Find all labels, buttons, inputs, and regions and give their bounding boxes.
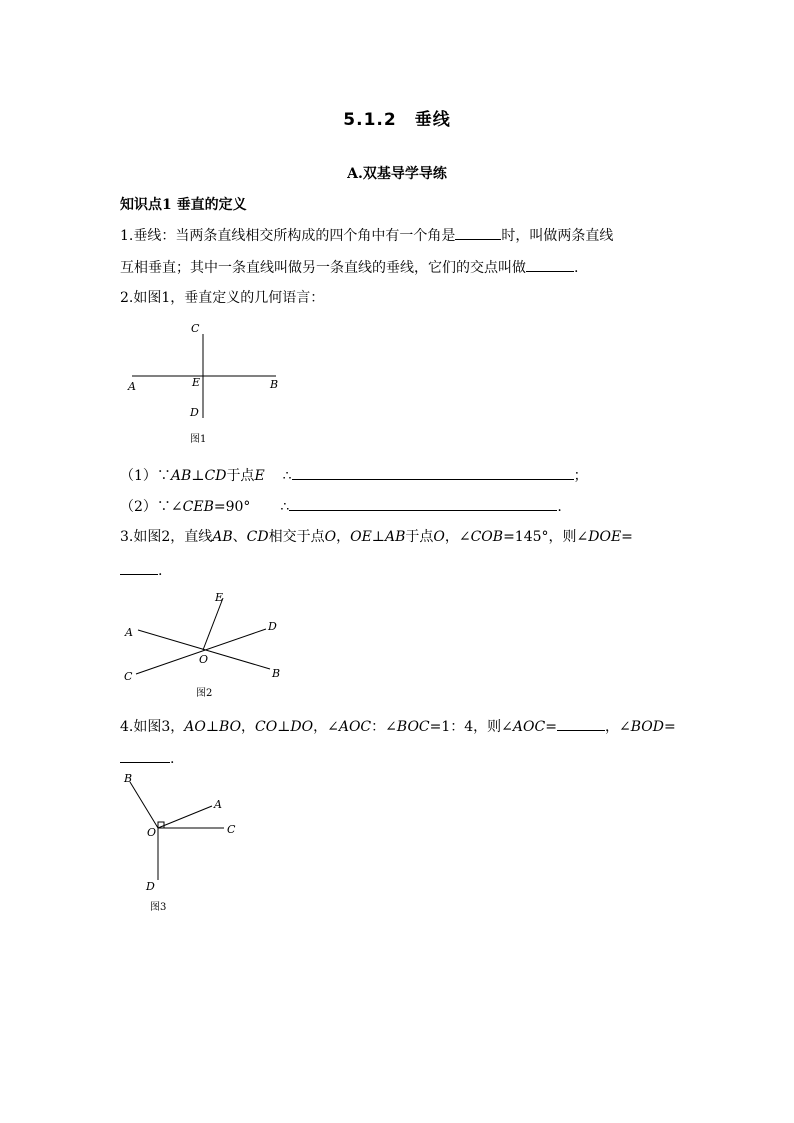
q1-blank-2[interactable] — [526, 256, 574, 272]
q2-item2-end: . — [557, 499, 562, 515]
label-d: D — [146, 880, 155, 893]
q3-line1 — [120, 527, 633, 547]
figure-3-caption: 图3 — [150, 902, 167, 913]
q2-item1-end: ； — [573, 468, 588, 484]
q4-math-2: CO⊥DO — [255, 719, 314, 735]
q3-text-6: =145°，则∠ — [503, 529, 589, 545]
q3-text-3: ， — [336, 529, 351, 545]
q2-item-1 — [120, 464, 588, 486]
q1-text-post: 时，叫做两条直线 — [501, 228, 614, 244]
label-a: A — [214, 798, 222, 811]
q4-text-3: ：∠ — [371, 719, 397, 735]
q3-text-2: 相交于点 — [268, 529, 325, 545]
q3-blank[interactable] — [120, 559, 158, 575]
label-b: B — [270, 378, 279, 391]
q2-item1-point: E — [254, 468, 265, 484]
q4-math-1: AO⊥BO — [184, 719, 242, 735]
q4-math-6: BOD — [630, 719, 664, 735]
q2-item1-prefix: （1）∵ — [120, 468, 171, 484]
q1-line2 — [120, 256, 578, 278]
q4-text-1: ， — [241, 719, 256, 735]
q1-text: 1.垂线：当两条直线相交所构成的四个角中有一个角是 — [120, 228, 456, 244]
q4-end: . — [170, 751, 175, 767]
figure-3 — [116, 770, 256, 916]
label-e: E — [215, 591, 224, 604]
label-c: C — [124, 670, 133, 683]
q3-math-6: COB — [470, 529, 504, 545]
ray-oa — [158, 806, 212, 828]
q2-item1-therefore: ∴ — [282, 468, 292, 484]
q4-math-3: AOC — [338, 719, 372, 735]
q4-text-2: ，∠ — [313, 719, 339, 735]
q3-end: . — [158, 563, 163, 579]
line-cd — [136, 629, 266, 674]
q2-item1-math: AB⊥CD — [170, 468, 227, 484]
q2-item2-prefix: （2）∵∠ — [120, 499, 183, 515]
q1-end: . — [574, 260, 579, 276]
q3-text-4: 于点 — [405, 529, 434, 545]
q2-item-2 — [120, 495, 562, 517]
q2-blank-1[interactable] — [292, 464, 574, 480]
q1-text-2: 互相垂直；其中一条直线叫做另一条直线的垂线，它们的交点叫做 — [120, 260, 526, 276]
label-o: O — [147, 826, 157, 839]
knowledge-point-heading: 知识点1 垂直的定义 — [120, 197, 247, 213]
q3-line2 — [120, 559, 162, 581]
label-c: C — [227, 823, 236, 836]
q3-math-4: OE⊥AB — [350, 529, 406, 545]
q1-blank-1[interactable] — [455, 224, 501, 240]
q3-text-7: = — [621, 529, 633, 545]
label-a: A — [125, 626, 133, 639]
q4-text-6: ，∠ — [604, 719, 631, 735]
q4-blank-2[interactable] — [120, 747, 170, 763]
q4-blank-1[interactable] — [557, 715, 605, 731]
figure-2 — [118, 586, 298, 702]
label-a: A — [128, 380, 136, 393]
q4-text-7: = — [663, 719, 676, 735]
q4-line2 — [120, 747, 174, 769]
label-b: B — [272, 667, 281, 680]
q3-math-5: O — [433, 529, 445, 545]
q3-sep: 、 — [232, 529, 247, 545]
q4-line1 — [120, 715, 676, 737]
q2-item2-math: CEB — [182, 499, 214, 515]
label-b: B — [124, 772, 133, 785]
q2-item2-value: =90° — [213, 499, 251, 515]
page-title: 5.1.2 垂线 — [343, 110, 451, 130]
q4-text-4: =1：4，则∠ — [429, 719, 513, 735]
q1-line1 — [120, 224, 613, 246]
q3-math-7: DOE — [588, 529, 622, 545]
section-subtitle: A.双基导学导练 — [347, 166, 447, 182]
q2-blank-2[interactable] — [289, 495, 557, 511]
label-e: E — [192, 376, 201, 389]
ray-ob — [130, 782, 158, 828]
figure-1-caption: 图1 — [190, 434, 207, 445]
q2-item2-therefore: ∴ — [280, 499, 290, 515]
q3-text-5: ，∠ — [444, 529, 471, 545]
q4-text-5: = — [545, 719, 557, 735]
label-d: D — [190, 406, 199, 419]
q3-math-1: AB — [212, 529, 233, 545]
ray-oe — [203, 598, 223, 650]
figure-2-caption: 图2 — [196, 688, 213, 699]
q2-item1-mid: 于点 — [226, 468, 255, 484]
q4-math-4: BOC — [396, 719, 430, 735]
q4-text-pre: 4.如图3， — [120, 719, 185, 735]
q4-math-5: AOC — [512, 719, 546, 735]
label-c: C — [191, 322, 200, 335]
q3-math-2: CD — [246, 529, 269, 545]
label-o: O — [199, 653, 209, 666]
q2-intro: 2.如图1，垂直定义的几何语言： — [120, 290, 325, 306]
q3-text-pre: 3.如图2，直线 — [120, 529, 213, 545]
q3-math-3: O — [324, 529, 337, 545]
label-d: D — [268, 620, 277, 633]
figure-1 — [120, 318, 290, 450]
